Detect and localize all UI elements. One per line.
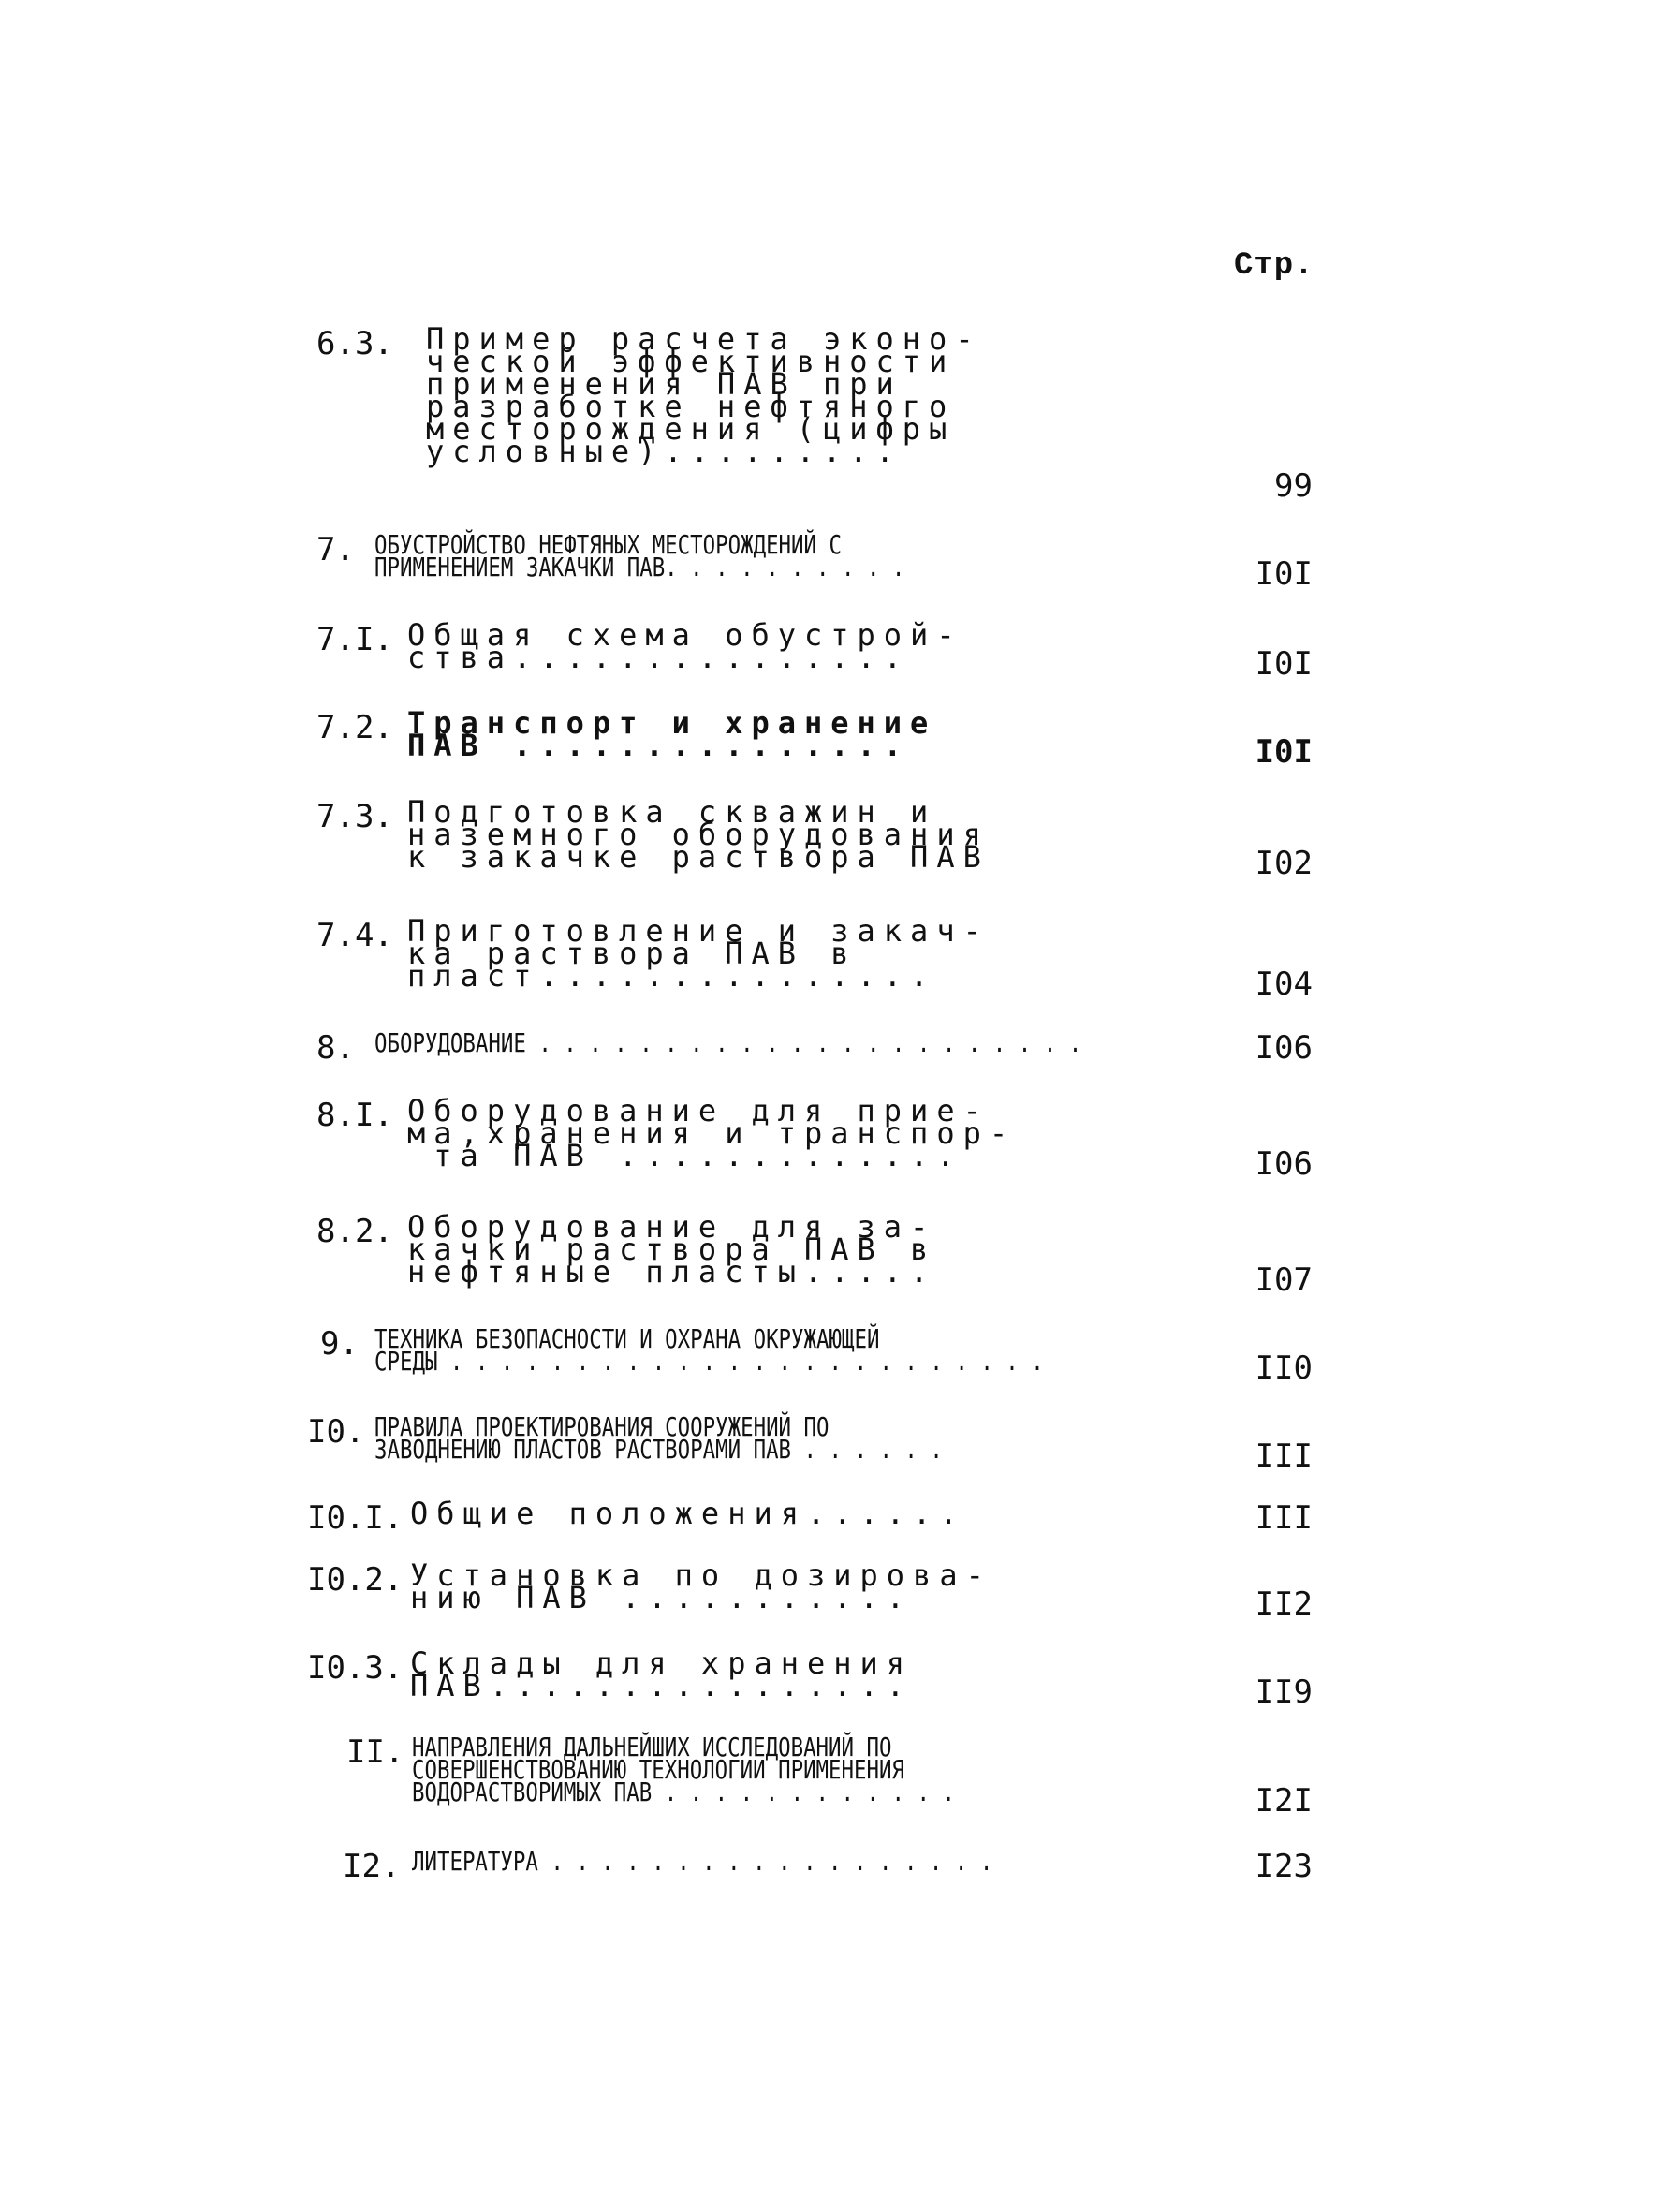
- toc-entry-page: 99: [1274, 467, 1313, 505]
- toc-entry-title: Общие положения......: [410, 1496, 966, 1531]
- toc-entry-number: II.: [346, 1733, 404, 1771]
- toc-entry-page: III: [1255, 1438, 1313, 1475]
- toc-entry-title: Общая схема обустрой- ства...............: [407, 617, 963, 675]
- toc-entry-page: I23: [1255, 1848, 1313, 1885]
- toc-entry-title: ОБУСТРОЙСТВО НЕФТЯНЫХ МЕСТОРОЖДЕНИЙ С ПРИМЕНЕНИЕМ ЗАКАЧКИ ПАВ. . . . . . . . . .: [374, 529, 905, 582]
- toc-entry-title: ОБОРУДОВАНИЕ . . . . . . . . . . . . . . . . . . . . . .: [374, 1027, 1082, 1058]
- toc-entry-page: II2: [1255, 1585, 1313, 1623]
- toc-entry-page: I2I: [1255, 1782, 1313, 1820]
- toc-entry-title: Установка по дозирова- нию ПАВ ...........: [410, 1557, 992, 1615]
- toc-entry-number: I0.: [307, 1413, 365, 1451]
- toc-entry-page: I0I: [1255, 555, 1313, 593]
- toc-entry-title: Пример расчета эконо- ческой эффективности применения ПАВ при разработке нефтяного месторождения (цифры условные).........: [426, 321, 982, 469]
- toc-entry-title: ПРАВИЛА ПРОЕКТИРОВАНИЯ СООРУЖЕНИЙ ПО ЗАВОДНЕНИЮ ПЛАСТОВ РАСТВОРАМИ ПАВ . . . . . .: [374, 1411, 943, 1465]
- toc-entry-number: 7.: [316, 531, 355, 568]
- toc-entry-number: 7.3.: [316, 798, 393, 835]
- toc-entry-title: НАПРАВЛЕНИЯ ДАЛЬНЕЙШИХ ИССЛЕДОВАНИЙ ПО СОВЕРШЕНСТВОВАНИЮ ТЕХНОЛОГИИ ПРИМЕНЕНИЯ ВОДОРАСТВОРИМЫХ ПАВ . . . . . . . . . . . .: [412, 1732, 955, 1807]
- toc-entry-title: Склады для хранения ПАВ................: [410, 1645, 914, 1703]
- toc-entry-page: I02: [1255, 845, 1313, 882]
- toc-entry-number: 7.2.: [316, 709, 393, 746]
- toc-entry-number: I2.: [343, 1848, 401, 1885]
- toc-entry-number: I0.I.: [307, 1499, 404, 1537]
- toc-entry-number: I0.3.: [307, 1649, 404, 1687]
- toc-entry-number: 7.4.: [316, 917, 393, 954]
- toc-entry-page: II9: [1255, 1674, 1313, 1711]
- toc-entry-number: 8.I.: [316, 1097, 393, 1134]
- toc-entry-title: Оборудование для прие- ма,хранения и транспор- та ПАВ .............: [407, 1093, 1017, 1173]
- toc-entry-title: Транспорт и хранение ПАВ ...............: [407, 705, 937, 763]
- toc-entry-title: Подготовка скважин и наземного оборудования к закачке раствора ПАВ: [407, 794, 990, 875]
- toc-entry-title: Приготовление и закач- ка раствора ПАВ в пласт...............: [407, 913, 990, 994]
- toc-entry-page: I06: [1255, 1029, 1313, 1067]
- toc-entry-number: 8.: [316, 1029, 355, 1067]
- toc-entry-page: I0I: [1255, 645, 1313, 683]
- toc-entry-title: ТЕХНИКА БЕЗОПАСНОСТИ И ОХРАНА ОКРУЖАЮЩЕЙ СРЕДЫ . . . . . . . . . . . . . . . . . . . . . . . .: [374, 1323, 1044, 1377]
- toc-entry-page: I07: [1255, 1261, 1313, 1299]
- toc-entry-title: Оборудование для за- качки раствора ПАВ в нефтяные пласты.....: [407, 1209, 937, 1290]
- toc-entry-title: ЛИТЕРАТУРА . . . . . . . . . . . . . . . . . .: [412, 1846, 993, 1877]
- toc-entry-number: 6.3.: [316, 325, 393, 362]
- toc-entry-number: 9.: [320, 1325, 359, 1363]
- toc-entry-number: I0.2.: [307, 1561, 404, 1599]
- toc-entry-page: I04: [1255, 966, 1313, 1003]
- toc-entry-number: 8.2.: [316, 1213, 393, 1250]
- toc-entry-page: I06: [1255, 1145, 1313, 1183]
- toc-entry-page: I0I: [1255, 733, 1313, 771]
- toc-entry-number: 7.I.: [316, 621, 393, 658]
- page-column-header: Стр.: [1234, 248, 1314, 284]
- toc-entry-page: III: [1255, 1499, 1313, 1537]
- toc-entry-page: II0: [1255, 1349, 1313, 1387]
